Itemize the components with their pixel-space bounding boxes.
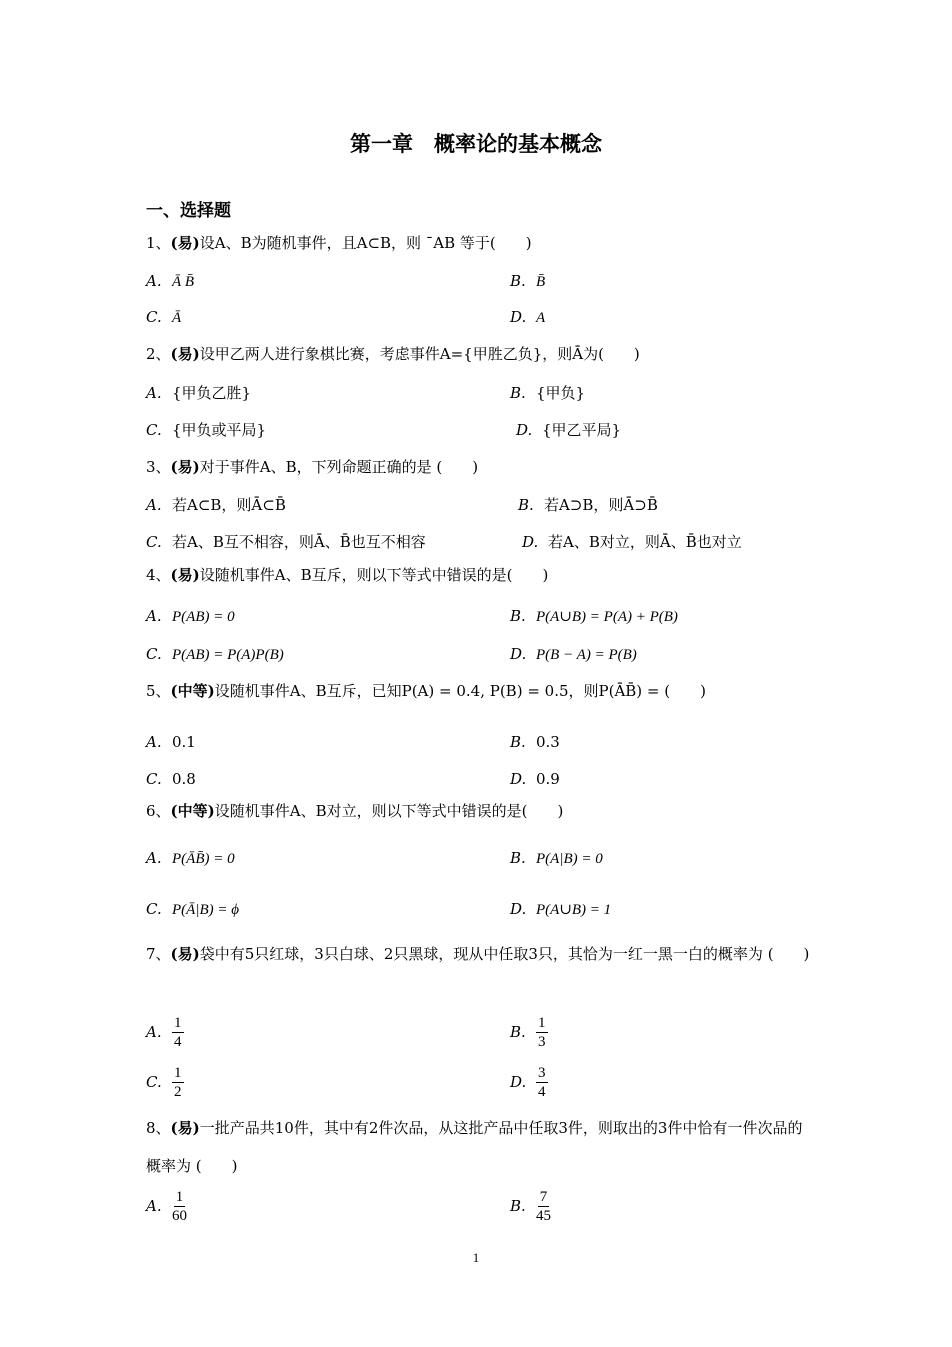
- option-3b: B. 若A⊃B，则Ā⊃B̄: [518, 496, 658, 514]
- question-7: 7、(易)袋中有5只红球，3只白球、2只黑球，现从中任取3只，其恰为一红一黑一白的概率为 ( ): [146, 945, 810, 963]
- question-text: 设随机事件A、B对立，则以下等式中错误的是( ): [214, 802, 564, 820]
- question-text: 袋中有5只红球，3只白球、2只黑球，现从中任取3只，其恰为一红一黑一白的概率为 ( ): [199, 945, 810, 963]
- fraction: $\frac{1}{4}$: [174, 1015, 182, 1050]
- question-4: 4、(易)设随机事件A、B互斥，则以下等式中错误的是( ): [146, 566, 549, 584]
- fraction: $\frac{7}{45}$: [536, 1189, 551, 1224]
- page-number: 1: [472, 1250, 480, 1265]
- question-text: 设随机事件A、B互斥，则以下等式中错误的是( ): [199, 566, 549, 584]
- section-heading: 一、选择题: [146, 201, 231, 221]
- question-text: 设随机事件A、B互斥，已知P(A) = 0.4, P(B) = 0.5，则P(ĀB̄) = ( ): [214, 682, 706, 700]
- option-4d: D. P(B − A) = P(B): [510, 645, 637, 663]
- option-2d: D. {甲乙平局}: [516, 421, 622, 439]
- question-8: 8、(易)一批产品共10件，其中有2件次品，从这批产品中任取3件，则取出的3件中恰有一件次品的概率为 ( ): [146, 1119, 803, 1175]
- option-2c: C. {甲负或平局}: [146, 421, 267, 439]
- option-3d: D. 若A、B对立，则Ā、B̄也对立: [522, 533, 742, 551]
- option-1a: A. Ā B̄: [146, 272, 195, 290]
- option-5a: A. 0.1: [146, 733, 196, 751]
- option-2a: A. {甲负乙胜}: [146, 384, 252, 402]
- option-5b: B. 0.3: [510, 733, 560, 751]
- question-2: 2、(易)设甲乙两人进行象棋比赛，考虑事件A={甲胜乙负}，则Ā为( ): [146, 345, 640, 363]
- question-text: 设A、B为随机事件，且A⊂B，则 ¯AB 等于( ): [199, 234, 532, 252]
- option-4b: B. P(A∪B) = P(A) + P(B): [510, 607, 678, 625]
- question-text: 一批产品共10件，其中有2件次品，从这批产品中任取3件，则取出的3件中恰有一件次品的概率为 ( ): [146, 1119, 803, 1175]
- question-5: 5、(中等)设随机事件A、B互斥，已知P(A) = 0.4, P(B) = 0.5，则P(ĀB̄) = ( ): [146, 682, 706, 700]
- option-3a: A. 若A⊂B，则Ā⊂B̄: [146, 496, 286, 514]
- option-8b: B. $\frac{7}{45}$: [510, 1189, 551, 1224]
- option-3c: C. 若A、B互不相容，则Ā、B̄也互不相容: [146, 533, 426, 551]
- option-6d: D. P(A∪B) = 1: [510, 900, 612, 918]
- option-4a: A. P(AB) = 0: [146, 607, 235, 625]
- option-7d: D. $\frac{3}{4}$: [510, 1065, 546, 1100]
- fraction: $\frac{1}{60}$: [172, 1189, 187, 1224]
- option-7c: C. $\frac{1}{2}$: [146, 1065, 182, 1100]
- question-6: 6、(中等)设随机事件A、B对立，则以下等式中错误的是( ): [146, 802, 564, 820]
- option-5d: D. 0.9: [510, 770, 560, 788]
- option-2b: B. {甲负}: [510, 384, 586, 402]
- option-8a: A. $\frac{1}{60}$: [146, 1189, 187, 1224]
- fraction: $\frac{3}{4}$: [538, 1065, 546, 1100]
- question-3: 3、(易)对于事件A、B，下列命题正确的是 ( ): [146, 458, 479, 476]
- option-1d: D. A: [510, 308, 546, 326]
- fraction: $\frac{1}{3}$: [538, 1015, 546, 1050]
- option-6a: A. P(ĀB̄) = 0: [146, 849, 235, 867]
- question-1: 1、(易)设A、B为随机事件，且A⊂B，则 ¯AB 等于( ): [146, 234, 532, 252]
- question-text: 对于事件A、B，下列命题正确的是 ( ): [199, 458, 479, 476]
- fraction: $\frac{1}{2}$: [174, 1065, 182, 1100]
- option-7a: A. $\frac{1}{4}$: [146, 1015, 182, 1050]
- question-text: 设甲乙两人进行象棋比赛，考虑事件A={甲胜乙负}，则Ā为( ): [199, 345, 640, 363]
- option-7b: B. $\frac{1}{3}$: [510, 1015, 546, 1050]
- option-6b: B. P(A|B) = 0: [510, 849, 603, 867]
- option-1b: B. B̄: [510, 272, 546, 290]
- option-4c: C. P(AB) = P(A)P(B): [146, 645, 284, 663]
- option-6c: C. P(Ā|B) = ϕ: [146, 900, 239, 918]
- option-5c: C. 0.8: [146, 770, 196, 788]
- page-title: 第一章 概率论的基本概念: [350, 131, 602, 156]
- option-1c: C. Ā: [146, 308, 182, 326]
